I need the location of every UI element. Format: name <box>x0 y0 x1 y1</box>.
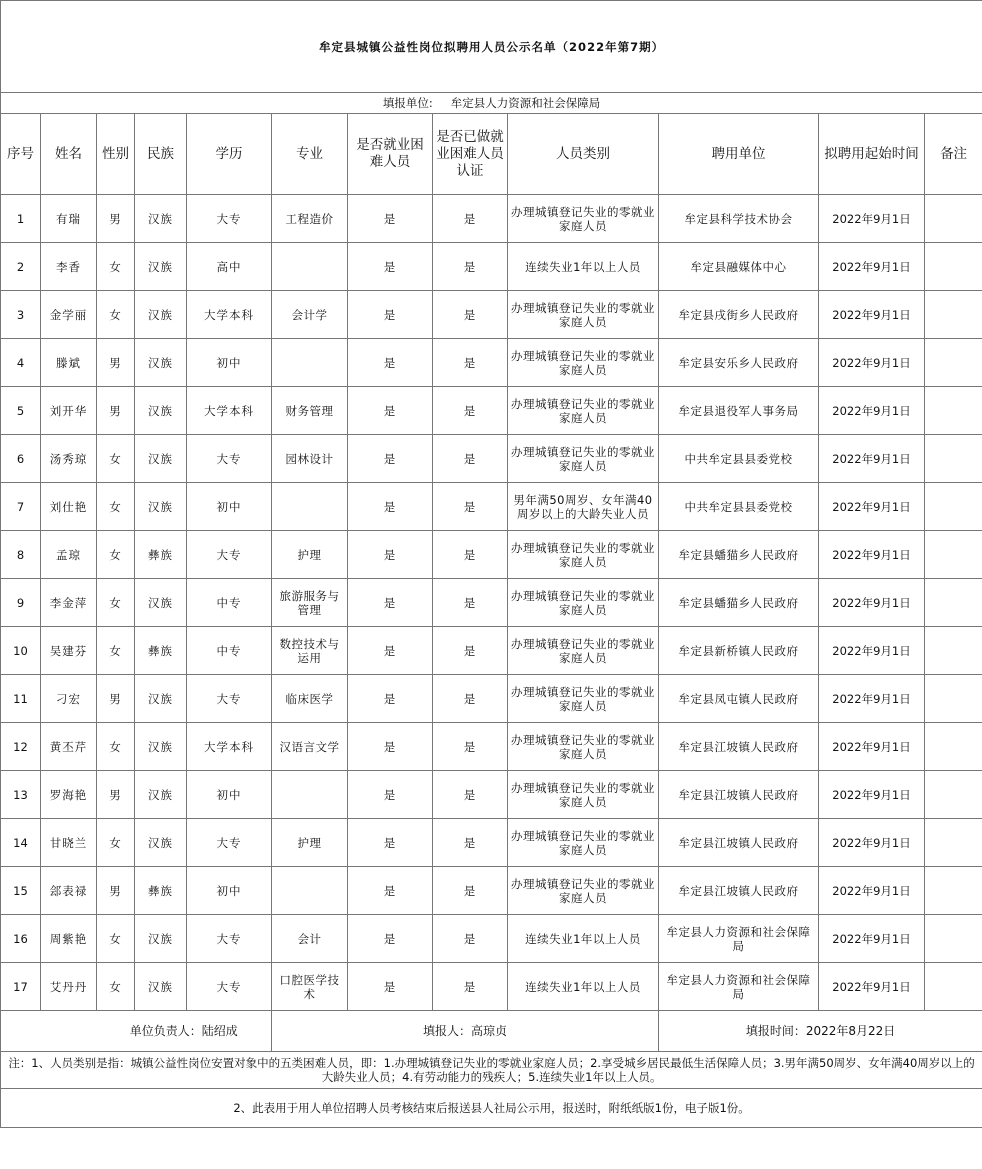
leader-label <box>1 1011 97 1052</box>
row-number: 5 <box>1 387 41 435</box>
is-difficult: 是 <box>348 435 433 483</box>
is-difficult: 是 <box>348 627 433 675</box>
major: 园林设计 <box>272 435 348 483</box>
employer: 牟定县科学技术协会 <box>659 195 819 243</box>
table-row <box>1 963 982 1011</box>
person-category: 办理城镇登记失业的零就业家庭人员 <box>508 531 659 579</box>
row-number: 10 <box>1 627 41 675</box>
gender: 男 <box>97 771 135 819</box>
header-certified: 是否已做就业困难人员认证 <box>433 114 508 195</box>
is-difficult: 是 <box>348 483 433 531</box>
person-category: 办理城镇登记失业的零就业家庭人员 <box>508 675 659 723</box>
education: 大专 <box>187 963 272 1011</box>
employer: 中共牟定县县委党校 <box>659 435 819 483</box>
ethnicity: 汉族 <box>135 435 187 483</box>
gender: 男 <box>97 387 135 435</box>
person-category: 办理城镇登记失业的零就业家庭人员 <box>508 339 659 387</box>
major <box>272 339 348 387</box>
employer: 牟定县人力资源和社会保障局 <box>659 963 819 1011</box>
header-no: 序号 <box>1 114 41 195</box>
fill-time: 填报时间：2022年8月22日 <box>659 1011 982 1052</box>
table-row <box>1 819 982 867</box>
education: 大学本科 <box>187 291 272 339</box>
gender: 女 <box>97 435 135 483</box>
remark <box>925 195 982 243</box>
employer: 牟定县融媒体中心 <box>659 243 819 291</box>
remark <box>925 579 982 627</box>
row-number: 16 <box>1 915 41 963</box>
person-name: 金学丽 <box>41 291 97 339</box>
education: 大专 <box>187 915 272 963</box>
education: 大专 <box>187 435 272 483</box>
row-number: 2 <box>1 243 41 291</box>
ethnicity: 汉族 <box>135 819 187 867</box>
header-difficult: 是否就业困难人员 <box>348 114 433 195</box>
employer: 中共牟定县县委党校 <box>659 483 819 531</box>
education: 中专 <box>187 627 272 675</box>
person-category: 连续失业1年以上人员 <box>508 915 659 963</box>
major: 汉语言文学 <box>272 723 348 771</box>
person-name: 罗海艳 <box>41 771 97 819</box>
major: 口腔医学技术 <box>272 963 348 1011</box>
start-date: 2022年9月1日 <box>819 627 925 675</box>
gender: 女 <box>97 243 135 291</box>
person-category: 办理城镇登记失业的零就业家庭人员 <box>508 291 659 339</box>
employer: 牟定县凤屯镇人民政府 <box>659 675 819 723</box>
table-row <box>1 579 982 627</box>
table-row <box>1 387 982 435</box>
person-name: 郐表禄 <box>41 867 97 915</box>
person-name: 孟琼 <box>41 531 97 579</box>
start-date: 2022年9月1日 <box>819 819 925 867</box>
person-category: 办理城镇登记失业的零就业家庭人员 <box>508 819 659 867</box>
is-difficult: 是 <box>348 675 433 723</box>
fill-unit-value: 牟定县人力资源和社会保障局 <box>450 96 601 110</box>
employer: 牟定县江坡镇人民政府 <box>659 771 819 819</box>
ethnicity: 汉族 <box>135 723 187 771</box>
is-certified: 是 <box>433 723 508 771</box>
is-difficult: 是 <box>348 387 433 435</box>
row-number: 13 <box>1 771 41 819</box>
header-name: 姓名 <box>41 114 97 195</box>
remark <box>925 531 982 579</box>
employer: 牟定县新桥镇人民政府 <box>659 627 819 675</box>
remark <box>925 291 982 339</box>
person-name: 刁宏 <box>41 675 97 723</box>
header-employer: 聘用单位 <box>659 114 819 195</box>
start-date: 2022年9月1日 <box>819 483 925 531</box>
employer: 牟定县江坡镇人民政府 <box>659 723 819 771</box>
start-date: 2022年9月1日 <box>819 867 925 915</box>
remark <box>925 963 982 1011</box>
employer: 牟定县退役军人事务局 <box>659 387 819 435</box>
start-date: 2022年9月1日 <box>819 723 925 771</box>
is-certified: 是 <box>433 867 508 915</box>
gender: 女 <box>97 531 135 579</box>
major <box>272 243 348 291</box>
is-certified: 是 <box>433 675 508 723</box>
major <box>272 867 348 915</box>
education: 初中 <box>187 867 272 915</box>
row-number: 7 <box>1 483 41 531</box>
person-name: 有瑞 <box>41 195 97 243</box>
employer: 牟定县江坡镇人民政府 <box>659 867 819 915</box>
education: 大专 <box>187 195 272 243</box>
is-certified: 是 <box>433 915 508 963</box>
header-ethnicity: 民族 <box>135 114 187 195</box>
header-education: 学历 <box>187 114 272 195</box>
is-difficult: 是 <box>348 195 433 243</box>
ethnicity: 汉族 <box>135 579 187 627</box>
ethnicity: 彝族 <box>135 531 187 579</box>
gender: 女 <box>97 627 135 675</box>
ethnicity: 汉族 <box>135 483 187 531</box>
major <box>272 771 348 819</box>
ethnicity: 汉族 <box>135 387 187 435</box>
ethnicity: 汉族 <box>135 963 187 1011</box>
is-difficult: 是 <box>348 531 433 579</box>
is-certified: 是 <box>433 531 508 579</box>
is-difficult: 是 <box>348 819 433 867</box>
remark <box>925 387 982 435</box>
education: 大专 <box>187 819 272 867</box>
person-name: 李香 <box>41 243 97 291</box>
gender: 男 <box>97 867 135 915</box>
major: 工程造价 <box>272 195 348 243</box>
major: 数控技术与运用 <box>272 627 348 675</box>
education: 大专 <box>187 531 272 579</box>
is-difficult: 是 <box>348 771 433 819</box>
header-major: 专业 <box>272 114 348 195</box>
employer: 牟定县人力资源和社会保障局 <box>659 915 819 963</box>
is-difficult: 是 <box>348 339 433 387</box>
employer: 牟定县安乐乡人民政府 <box>659 339 819 387</box>
education: 高中 <box>187 243 272 291</box>
person-name: 黄丕芹 <box>41 723 97 771</box>
table-row <box>1 723 982 771</box>
start-date: 2022年9月1日 <box>819 435 925 483</box>
remark <box>925 867 982 915</box>
start-date: 2022年9月1日 <box>819 531 925 579</box>
ethnicity: 汉族 <box>135 771 187 819</box>
person-name: 李金萍 <box>41 579 97 627</box>
is-certified: 是 <box>433 195 508 243</box>
person-category: 办理城镇登记失业的零就业家庭人员 <box>508 627 659 675</box>
start-date: 2022年9月1日 <box>819 579 925 627</box>
gender: 女 <box>97 723 135 771</box>
fill-unit <box>1 93 982 114</box>
gender: 男 <box>97 195 135 243</box>
ethnicity: 汉族 <box>135 195 187 243</box>
start-date: 2022年9月1日 <box>819 195 925 243</box>
employer: 牟定县江坡镇人民政府 <box>659 819 819 867</box>
education: 大学本科 <box>187 723 272 771</box>
header-start: 拟聘用起始时间 <box>819 114 925 195</box>
table-row <box>1 531 982 579</box>
is-certified: 是 <box>433 339 508 387</box>
is-difficult: 是 <box>348 291 433 339</box>
remark <box>925 339 982 387</box>
ethnicity: 汉族 <box>135 339 187 387</box>
gender: 女 <box>97 579 135 627</box>
remark <box>925 819 982 867</box>
filler: 填报人：高琼贞 <box>272 1011 659 1052</box>
person-category: 男年满50周岁、女年满40周岁以上的大龄失业人员 <box>508 483 659 531</box>
gender: 女 <box>97 483 135 531</box>
start-date: 2022年9月1日 <box>819 771 925 819</box>
major: 旅游服务与管理 <box>272 579 348 627</box>
gender: 女 <box>97 963 135 1011</box>
row-number: 15 <box>1 867 41 915</box>
table-row <box>1 483 982 531</box>
row-number: 14 <box>1 819 41 867</box>
is-difficult: 是 <box>348 867 433 915</box>
row-number: 3 <box>1 291 41 339</box>
is-certified: 是 <box>433 387 508 435</box>
education: 中专 <box>187 579 272 627</box>
ethnicity: 汉族 <box>135 291 187 339</box>
major: 护理 <box>272 531 348 579</box>
person-category: 办理城镇登记失业的零就业家庭人员 <box>508 867 659 915</box>
row-number: 17 <box>1 963 41 1011</box>
gender: 女 <box>97 819 135 867</box>
table-row <box>1 771 982 819</box>
is-certified: 是 <box>433 291 508 339</box>
remark <box>925 627 982 675</box>
row-number: 11 <box>1 675 41 723</box>
is-certified: 是 <box>433 579 508 627</box>
start-date: 2022年9月1日 <box>819 915 925 963</box>
gender: 女 <box>97 915 135 963</box>
table-row <box>1 435 982 483</box>
person-category: 办理城镇登记失业的零就业家庭人员 <box>508 387 659 435</box>
gender: 男 <box>97 675 135 723</box>
start-date: 2022年9月1日 <box>819 243 925 291</box>
remark <box>925 723 982 771</box>
ethnicity: 彝族 <box>135 867 187 915</box>
table-row <box>1 627 982 675</box>
person-name: 吴建芬 <box>41 627 97 675</box>
unit-leader: 单位负责人：陆绍成 <box>97 1011 272 1052</box>
person-category: 连续失业1年以上人员 <box>508 243 659 291</box>
header-row <box>1 114 982 195</box>
start-date: 2022年9月1日 <box>819 675 925 723</box>
major: 会计 <box>272 915 348 963</box>
page-title: 牟定县城镇公益性岗位拟聘用人员公示名单（2022年第7期） <box>1 1 982 93</box>
table-row <box>1 339 982 387</box>
is-difficult: 是 <box>348 915 433 963</box>
major: 临床医学 <box>272 675 348 723</box>
person-name: 艾丹丹 <box>41 963 97 1011</box>
person-name: 汤秀琼 <box>41 435 97 483</box>
education: 大学本科 <box>187 387 272 435</box>
start-date: 2022年9月1日 <box>819 387 925 435</box>
row-number: 6 <box>1 435 41 483</box>
education: 初中 <box>187 483 272 531</box>
row-number: 1 <box>1 195 41 243</box>
table-row <box>1 243 982 291</box>
start-date: 2022年9月1日 <box>819 963 925 1011</box>
ethnicity: 汉族 <box>135 243 187 291</box>
is-difficult: 是 <box>348 243 433 291</box>
person-category: 连续失业1年以上人员 <box>508 963 659 1011</box>
ethnicity: 汉族 <box>135 675 187 723</box>
major: 会计学 <box>272 291 348 339</box>
is-certified: 是 <box>433 771 508 819</box>
person-name: 刘仕艳 <box>41 483 97 531</box>
person-category: 办理城镇登记失业的零就业家庭人员 <box>508 771 659 819</box>
row-number: 8 <box>1 531 41 579</box>
remark <box>925 483 982 531</box>
is-difficult: 是 <box>348 579 433 627</box>
major: 财务管理 <box>272 387 348 435</box>
person-name: 刘开华 <box>41 387 97 435</box>
person-name: 周紫艳 <box>41 915 97 963</box>
row-number: 4 <box>1 339 41 387</box>
row-number: 12 <box>1 723 41 771</box>
remark <box>925 915 982 963</box>
is-certified: 是 <box>433 963 508 1011</box>
ethnicity: 汉族 <box>135 915 187 963</box>
table-row <box>1 915 982 963</box>
note-2: 2、此表用于用人单位招聘人员考核结束后报送县人社局公示用，报送时，附纸纸版1份，电子版1份。 <box>1 1089 982 1128</box>
table-row <box>1 195 982 243</box>
ethnicity: 彝族 <box>135 627 187 675</box>
table-row <box>1 675 982 723</box>
is-difficult: 是 <box>348 963 433 1011</box>
table-row <box>1 867 982 915</box>
major <box>272 483 348 531</box>
is-certified: 是 <box>433 435 508 483</box>
note-1: 注：1、人员类别是指：城镇公益性岗位安置对象中的五类困难人员，即：1.办理城镇登记失业的零就业家庭人员；2.享受城乡居民最低生活保障人员；3.男年满50周岁、女年满40周岁以上的大龄失业人员；4.有劳动能力的残疾人；5.连续失业1年以上人员。 <box>1 1052 982 1089</box>
education: 初中 <box>187 771 272 819</box>
person-category: 办理城镇登记失业的零就业家庭人员 <box>508 195 659 243</box>
person-category: 办理城镇登记失业的零就业家庭人员 <box>508 723 659 771</box>
remark <box>925 435 982 483</box>
row-number: 9 <box>1 579 41 627</box>
major: 护理 <box>272 819 348 867</box>
gender: 男 <box>97 339 135 387</box>
education: 大专 <box>187 675 272 723</box>
is-difficult: 是 <box>348 723 433 771</box>
remark <box>925 675 982 723</box>
is-certified: 是 <box>433 627 508 675</box>
person-name: 甘晓兰 <box>41 819 97 867</box>
header-remark: 备注 <box>925 114 982 195</box>
education: 初中 <box>187 339 272 387</box>
header-gender: 性别 <box>97 114 135 195</box>
is-certified: 是 <box>433 243 508 291</box>
fill-unit-label: 填报单位: <box>382 96 433 110</box>
remark <box>925 771 982 819</box>
remark <box>925 243 982 291</box>
gender: 女 <box>97 291 135 339</box>
employer: 牟定县蟠猫乡人民政府 <box>659 531 819 579</box>
person-name: 滕斌 <box>41 339 97 387</box>
employer: 牟定县戌街乡人民政府 <box>659 291 819 339</box>
person-category: 办理城镇登记失业的零就业家庭人员 <box>508 579 659 627</box>
employer: 牟定县蟠猫乡人民政府 <box>659 579 819 627</box>
is-certified: 是 <box>433 819 508 867</box>
person-category: 办理城镇登记失业的零就业家庭人员 <box>508 435 659 483</box>
table-row <box>1 291 982 339</box>
start-date: 2022年9月1日 <box>819 339 925 387</box>
footer-row <box>1 1011 982 1052</box>
header-category: 人员类别 <box>508 114 659 195</box>
is-certified: 是 <box>433 483 508 531</box>
start-date: 2022年9月1日 <box>819 291 925 339</box>
